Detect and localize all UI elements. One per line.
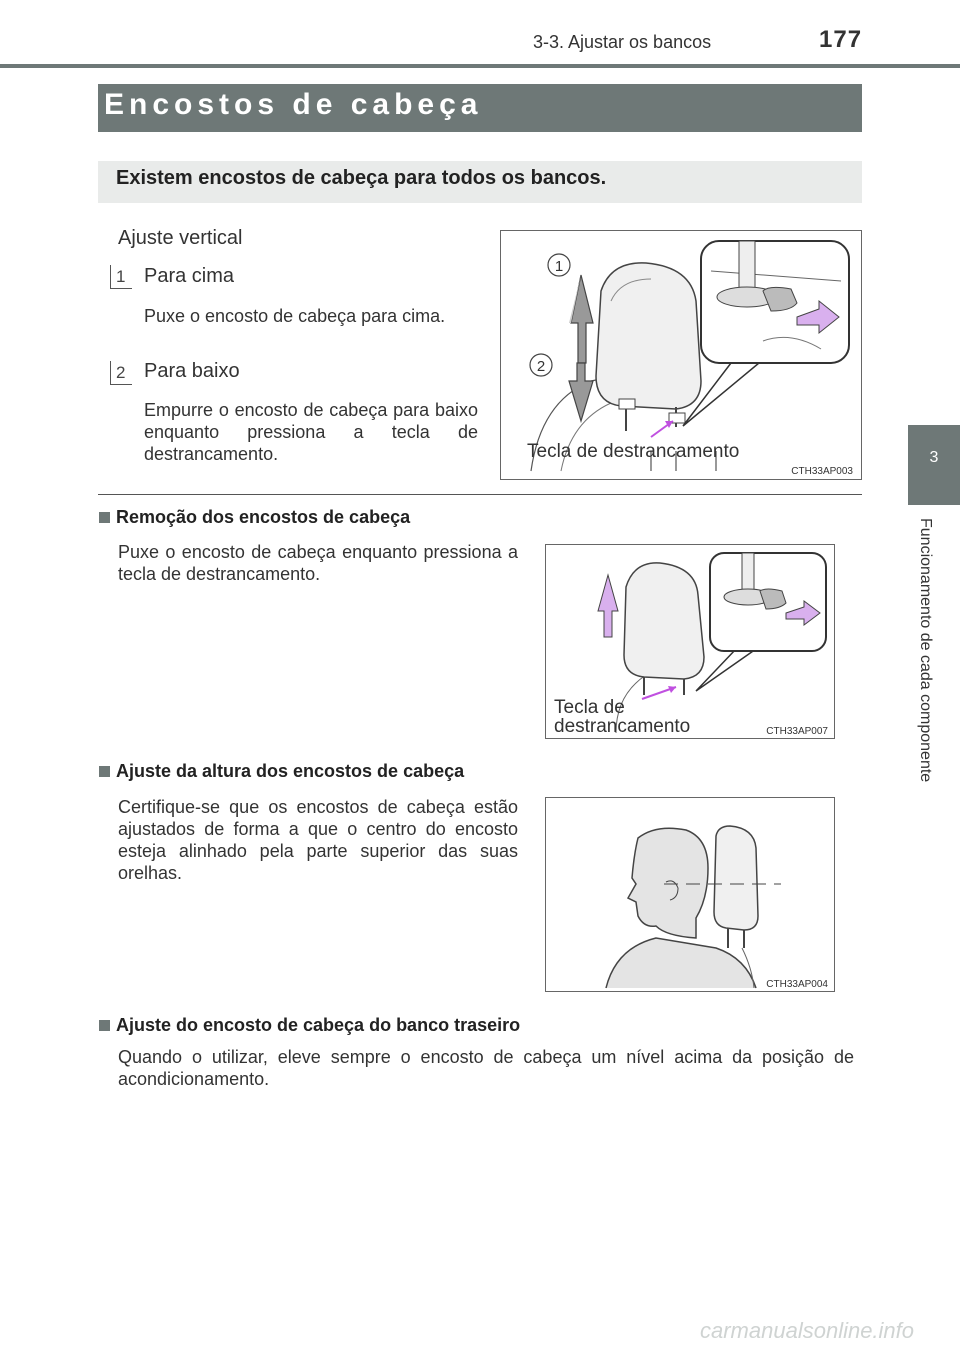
item-number-2: 2 [110,361,132,385]
intro-text: Existem encostos de cabeça para todos os bancos. [116,167,607,189]
page-number: 177 [819,26,863,53]
figure-code: CTH33AP004 [766,979,828,990]
figure-removal [545,544,835,739]
figure-vertical-adjust [500,230,862,480]
vertical-heading: Ajuste vertical [118,227,243,249]
bullet-square [99,1020,110,1031]
callout-2: 2 [536,358,546,375]
item-title-up: Para cima [144,265,235,287]
height-heading: Ajuste da altura dos encostos de cabeça [99,761,464,782]
headrest-illustration [501,231,861,479]
removal-text: Puxe o encosto de cabeça enquanto pressiona a tecla de destrancamento. [118,542,518,584]
section-divider [98,494,862,495]
watermark: carmanualsonline.info [700,1318,915,1343]
page-title: Encostos de cabeça [104,88,483,121]
callout-1: 1 [554,258,564,275]
headrest-removal-illustration [546,545,834,738]
item-number-1: 1 [110,265,132,289]
bullet-square [99,512,110,523]
removal-heading: Remoção dos encostos de cabeça [99,507,410,528]
chapter-tab-number: 3 [929,449,939,466]
rear-heading: Ajuste do encosto de cabeça do banco traseiro [99,1015,520,1036]
unlock-button-label-line2: destrancamento [554,716,691,737]
unlock-button-label: Tecla de destrancamento [527,441,740,462]
item-text-up: Puxe o encosto de cabeça para cima. [144,306,446,326]
head-alignment-illustration [546,798,834,991]
bullet-square [99,766,110,777]
figure-code: CTH33AP007 [766,726,828,737]
rear-text: Quando o utilizar, eleve sempre o encosto de cabeça um nível acima da posição de acondicionamento. [118,1047,854,1089]
unlock-button-label-line1: Tecla de [554,697,625,718]
figure-height [545,797,835,992]
item-title-down: Para baixo [144,360,240,382]
figure-code: CTH33AP003 [791,466,853,477]
item-text-down: Empurre o encosto de cabeça para baixo enquanto pressiona a tecla de destrancamento. [144,400,478,464]
section-title: 3-3. Ajustar os bancos [533,32,712,52]
header-rule [0,64,960,68]
height-text: Certifique-se que os encostos de cabeça estão ajustados de forma a que o centro do encosto esteja alinhado pela parte superior das suas orelhas. [118,797,518,883]
